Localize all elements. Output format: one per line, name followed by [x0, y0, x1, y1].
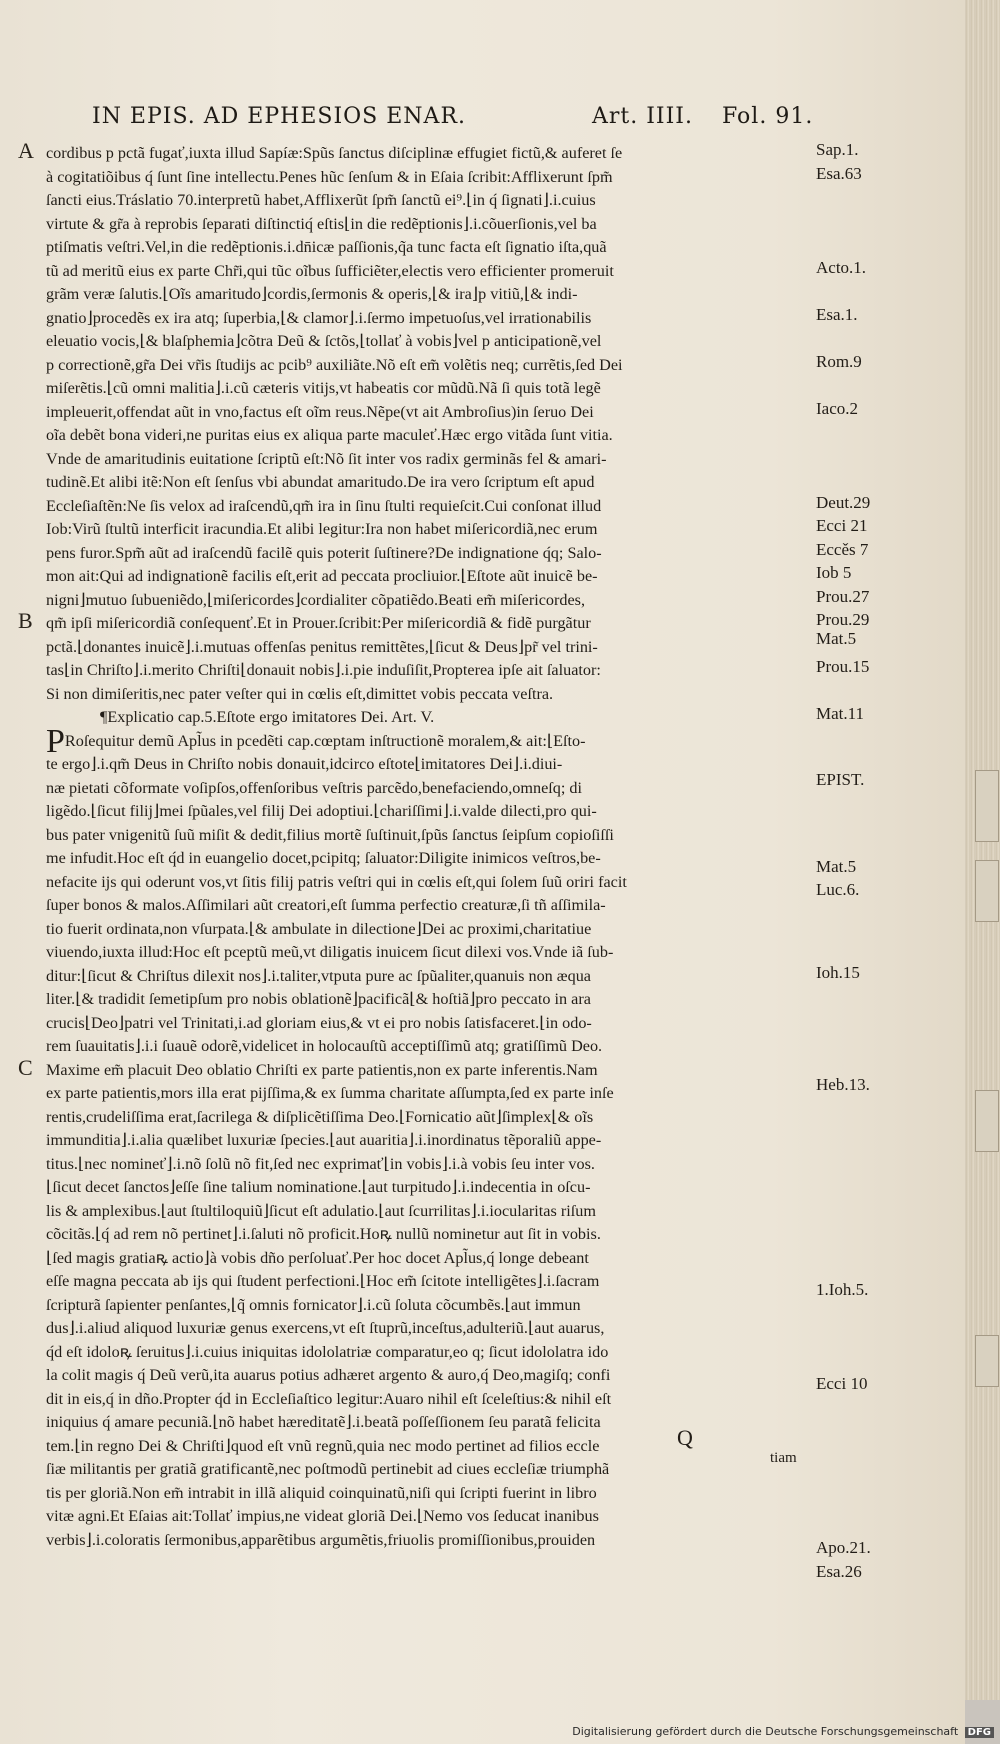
digitization-footer: [572, 1725, 994, 1738]
margin-note: Prou.29: [816, 610, 870, 629]
text-line: pctã.⌊donantes inuicẽ⌋.i.mutuas offenſas penitus remittẽtes,⌊ſicut & Deus⌋pr̃ vel trini-: [46, 637, 598, 656]
text-line: cordibus p pctã fugať,iuxta illud Sapíæ:Spũs ſanctus diſciplinæ effugiet fictũ,& auferet ſe: [46, 144, 623, 162]
text-line: ſiæ militantis per gratiã gratificantẽ,nec poſtmodũ pertinebit ad ciues eccleſiæ triumphã: [46, 1460, 610, 1478]
margin-note: Sap.1.: [816, 140, 859, 159]
section-letter: A: [18, 138, 34, 163]
text-line: Eccleſiaſtẽn:Ne ſis velox ad iraſcendũ,qm̃ ira in ſinu ſtulti requieſcit.Cui conſonat illud: [46, 496, 602, 515]
margin-note: Heb.13.: [816, 1075, 870, 1095]
text-line: p correctionẽ,gr̃a Dei vr̃is ſtudijs ac pcib⁹ auxiliãte.Nõ eſt em̃ volẽtis neq; currẽtis,ſed Dei: [46, 355, 623, 374]
text-line: vitæ agni.Et Eſaias ait:Tollať impius,ne videat gloriã Dei.⌊Nemo vos ſeducat inanibus: [46, 1507, 599, 1525]
running-header: [92, 104, 812, 132]
page-tab: [975, 770, 999, 842]
text-line: Iob:Virũ ſtultũ interficit iracundia.Et alibi legitur:Ira non habet miſericordiã,nec erum: [46, 520, 598, 538]
text-line: impleuerit,offendat aũt in vno,factus eſt oĩm reus.Nẽpe(vt ait Ambroſius)in ſeruo Dei: [46, 402, 594, 421]
text-line: virtute & gr̃a à reprobis ſeparati diſtinctiq́ eſtis⌊in die redẽptionis⌋.i.cõuerſionis,vel ba: [46, 214, 597, 233]
text-line: q́d eſt idoloꝶ ſeruitus⌋.i.cuius iniquitas idololatriæ comparatur,eo q; ſicut idololatra ido: [46, 1342, 609, 1361]
text-line: ligẽdo.⌊ſicut filij⌋mei ſpũales,vel filij Dei adoptiui.⌊chariſſimi⌋.i.valde dilecti,pro qui-: [46, 802, 597, 820]
page-tab: [975, 1090, 999, 1152]
page-tab: [975, 860, 999, 922]
margin-note: Eccěs 7: [816, 539, 869, 559]
text-line: ſuper bonos & malos.Aſſimilari aũt creatori,eſt ſumma perfectio creaturæ,ſi tñ aſſimila-: [46, 896, 606, 914]
margin-note: Iaco.2: [816, 398, 859, 418]
text-line: ⌊ſicut decet ſanctos⌋eſſe ſine talium nominatione.⌊aut turpitudo⌋.i.indecentia in oſcu-: [46, 1178, 591, 1196]
page-edges: [965, 0, 1000, 1700]
margin-note: Ioh.15: [816, 962, 860, 982]
text-line: ¶Explicatio cap.5.Eſtote ergo imitatores Dei. Art. V.: [100, 708, 435, 726]
margin-note: Rom.9: [816, 351, 862, 371]
text-line: bus pater vnigenitũ ſuũ miſit & dedit,filius mortẽ ſuſtinuit,ſpũs ſanctus ſeipſum copioſiſſi: [46, 825, 614, 844]
text-line: oĩa debẽt bona videri,ne puritas eius ex aliqua parte maculeť.Hæc ergo vitãda ſunt vitia.: [46, 426, 613, 444]
text-line: immunditia⌋.i.alia quælibet luxuriæ ſpecies.⌊aut auaritia⌋.i.inordinatus tẽporaliũ appe-: [46, 1131, 602, 1149]
text-line: viuendo,iuxta illud:Hoc eſt pceptũ meũ,vt diligatis inuicem ſicut dilexi vos.Vnde iã ſub-: [46, 943, 614, 961]
margin-note: Prou.27: [816, 586, 870, 606]
text-line: te ergo⌋.i.qm̃ Deus in Chriſto nobis donauit,idcirco eſtote⌊imitatores Dei⌋.i.diui-: [46, 755, 563, 773]
text-line: ſancti eius.Tráslatio 70.interpretũ habet,Afflixerũt ſpm̃ ſanctũ ei⁹.⌊in q́ ſignati⌋.i.cuius: [46, 191, 596, 209]
text-line: cõcitãs.⌊q́ ad rem nõ pertinet⌋.i.ſaluti nõ proficit.Hoꝶ nullũ nominetur aut ſit in vobis.: [46, 1225, 601, 1243]
text-line: næ pietati cõformate voſipſos,offenſoribus veſtris parcẽdo,benefaciendo,omneſq; di: [46, 778, 582, 797]
text-line: rem ſuauitatis⌋.i.i ſuauẽ odorẽ,videlicet in holocauſtũ acceptiſſimũ atq; gratiſſimũ Deo.: [46, 1037, 603, 1055]
text-line: dus⌋.i.aliud aliquod luxuriæ genus exercens,vt eſt ſtuprũ,inceſtus,adulteriũ.⌊aut auarus,: [46, 1319, 605, 1337]
footer-text: Digitalisierung gefördert durch die Deutsche Forschungsgemeinschaft: [572, 1725, 959, 1738]
text-line: me infudit.Hoc eſt q́d in euangelio docet,pcipitq; ſaluator:Diligite inimicos veſtros,be-: [46, 849, 601, 867]
header-folio: Fol. 91.: [722, 104, 814, 129]
margin-note: Mat.11: [816, 704, 865, 723]
margin-note: Esa.1.: [816, 304, 858, 324]
text-line: rentis,crudeliſſima erat,ſacrilega & diſplicẽtiſſima Deo.⌊Fornicatio aũt⌋ſimplex⌊& oĩs: [46, 1107, 594, 1126]
drop-line-text: Roſequitur demũ Apl̃us in pcedẽti cap.cœptam inſtructionẽ moralem,& ait:⌊Eſto-: [64, 731, 586, 750]
margin-note: Mat.5: [816, 628, 857, 648]
header-article: Art. IIII.: [592, 104, 693, 129]
text-line: ditur:⌊ſicut & Chriſtus dilexit nos⌋.i.taliter,vtputa pure ac ſpũaliter,quanuis non æqua: [46, 966, 591, 985]
catchword: tiam: [770, 1450, 797, 1466]
text-line: gnatio⌋procedẽs ex ira atq; ſuperbia,⌊& clamor⌋.i.ſermo impetuoſus,vel irrationabilis: [46, 308, 592, 327]
section-letter: B: [18, 608, 33, 633]
text-line: à cogitatiõibus q́ ſunt ſine intellectu.Penes hũc ſenſum & in Eſaia ſcribit:Afflixerunt ſpm̃: [46, 167, 613, 186]
text-line: tio fuerit ordinata,non vſurpata.⌊& ambulate in dilectione⌋Dei ac proximi,charitatiue: [46, 919, 592, 938]
text-line: Vnde de amaritudinis euitatione ſcriptũ eſt:Nõ ſit inter vos radix germinãs fel & amari-: [46, 449, 607, 468]
margin-note: Mat.5: [816, 856, 857, 876]
text-line: liter.⌊& tradidit ſemetipſum pro nobis oblationẽ⌋pacificã⌊& hoſtiã⌋pro peccato in ara: [46, 990, 591, 1008]
text-line: iniquius q́ amare pecuniã.⌊nõ habet hæreditatẽ⌋.i.beatã poſſeſſionem ſeu paratã felicita: [46, 1413, 601, 1431]
section-letter: C: [18, 1054, 33, 1080]
text-line: Si non dimiſeritis,nec pater veſter qui in cœlis eſt,dimittet vobis peccata veſtra.: [46, 684, 554, 703]
margin-note: Iob 5: [816, 563, 852, 582]
text-line: tũ ad meritũ eius ex parte Chr̃i,qui tũc oĩbus ſufficiẽter,electis vero efficienter promeruit: [46, 261, 614, 280]
dfg-logo: DFG: [965, 1727, 994, 1738]
text-line: verbis⌋.i.coloratis ſermonibus,apparẽtibus argumẽtis,friuolis promiſſionibus,prouiden: [46, 1530, 596, 1549]
text-line: la colit magis q́ Deũ verũ,ita auarus potius adhæret argento & auro,q́ Deo,magiſq; confi: [46, 1366, 611, 1384]
margin-note: Apo.21.: [816, 1538, 871, 1558]
header-title: IN EPIS. AD EPHESIOS ENAR.: [92, 104, 467, 129]
text-line: qm̃ ipſi miſericordiã conſequenť.Et in Prouer.ſcribit:Per miſericordiã & fidẽ purgãtur: [46, 614, 591, 632]
margin-note: Deut.29: [816, 492, 871, 512]
text-line: Maxime em̃ placuit Deo oblatio Chriſti ex parte patientis,non ex parte inferentis.Nam: [46, 1060, 598, 1079]
text-line: [46, 730, 806, 754]
margin-note: Ecci 10: [816, 1373, 868, 1393]
page-tab: [975, 1335, 999, 1387]
text-line: tas⌊in Chriſto⌋.i.merito Chriſti⌊donauit nobis⌋.i.pie induſiſit,Propterea ipſe ait ſaluator:: [46, 661, 601, 679]
text-line: titus.⌊nec nomineť⌋.i.nõ ſolũ nõ fit,ſed nec exprimať⌊in vobis⌋.i.à vobis ſeu inter vos.: [46, 1154, 595, 1173]
text-line: ptiſmatis veſtri.Vel,in die redẽptionis.i.dn̄icæ paſſionis,q̃a tunc facta eſt ſignatio iſta,quã: [46, 238, 607, 256]
text-line: grãm veræ ſalutis.⌊Oĩs amaritudo⌋cordis,ſermonis & operis,⌊& ira⌋p vitiũ,⌊& indi-: [46, 285, 578, 303]
margin-note: Ecci 21: [816, 516, 868, 535]
text-line: eleuatio vocis,⌊& blaſphemia⌋cõtra Deũ & ſctõs,⌊tollať à vobis⌋vel p anticipationẽ,vel: [46, 332, 602, 350]
text-line: dit in eis,q́ in dño.Propter q́d in Eccleſiaſtico legitur:Auaro nihil eſt ſceleſtius:& nihil eſt: [46, 1389, 612, 1408]
text-line: tis per gloriã.Non em̃ intrabit in illã aliquid coinquinatũ,niſi qui ſcripti fuerint in libro: [46, 1483, 597, 1502]
margin-note: Prou.15: [816, 657, 870, 676]
margin-note: EPIST.: [816, 769, 865, 789]
main-text-column: [46, 142, 806, 1552]
margin-note: 1.Ioh.5.: [816, 1279, 869, 1299]
text-line: eſſe magna peccata ab ijs qui ſtudent perfectioni.⌊Hoc em̃ ſcitote intelligẽtes⌋.i.ſacram: [46, 1272, 600, 1290]
text-line: tudinẽ.Et alibi itẽ:Non eſt ſenſus vbi abundat amaritudo.De ira vero ſcriptum eſt apud: [46, 473, 595, 491]
text-line: ex parte patientis,mors illa erat pijſſima,& ex ſumma charitate aſſumpta,ſed ex parte inſe: [46, 1084, 614, 1102]
margin-note: Luc.6.: [816, 880, 860, 900]
margin-note: Esa.63: [816, 163, 862, 183]
margin-note: Acto.1.: [816, 257, 867, 277]
text-line: nefacite ijs qui oderunt vos,vt ſitis filij patris veſtri qui in cœlis eſt,qui ſolem ſuũ oriri facit: [46, 872, 627, 891]
text-line: tem.⌊in regno Dei & Chriſti⌋quod eſt vnũ regnũ,quia nec modo pertinet ad filios eccle: [46, 1436, 600, 1455]
text-line: crucis⌊Deo⌋patri vel Trinitati,i.ad gloriam eius,& vt ei pro nobis ſatisfaceret.⌊in odo-: [46, 1013, 592, 1032]
text-line: miſerẽtis.⌊cũ omni malitia⌋.i.cũ cæteris vitijs,vt habeatis cor mũdũ.Nã ſi quis totã legẽ: [46, 379, 601, 397]
catchword-signature: Q: [677, 1425, 693, 1450]
text-line: lis & amplexibus.⌊aut ſtultiloquiũ⌋ſicut eſt adulatio.⌊aut ſcurrilitas⌋.i.iocularitas riſum: [46, 1201, 596, 1220]
margin-note: Esa.26: [816, 1561, 862, 1581]
drop-cap: P: [46, 729, 65, 753]
text-line: ſcripturã ſapienter penſantes,⌊q̃ omnis fornicator⌋.i.cũ ſoluta cõcumbẽs.⌊aut immun: [46, 1295, 581, 1314]
text-line: ⌊ſed magis gratiaꝶ actio⌋à vobis dño perſoluať.Per hoc docet Apl̃us,q́ longe debeant: [46, 1248, 589, 1267]
text-line: pens furor.Spm̃ aũt ad iraſcendũ facilẽ quis poterit ſuſtinere?De indignatione q́q; Salo-: [46, 543, 602, 562]
text-line: mon ait:Qui ad indignationẽ facilis eſt,erit ad peccata procliuior.⌊Eſtote aũt inuicẽ be-: [46, 567, 598, 585]
text-line: nigni⌋mutuo ſubueniẽdo,⌊miſericordes⌋cordialiter cõpatiẽdo.Beati em̃ miſericordes,: [46, 590, 586, 609]
